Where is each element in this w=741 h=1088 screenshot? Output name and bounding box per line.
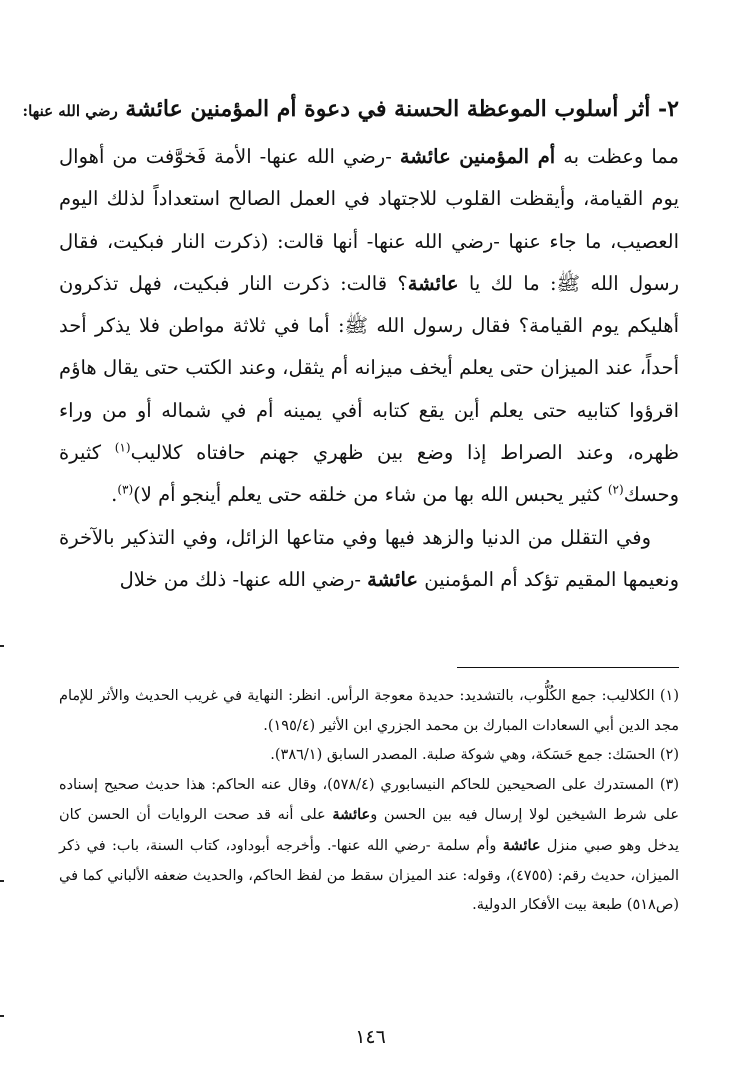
text-run: وأم سلمة -رضي الله عنها-. وأخرجه أبوداود، كتاب السنة، باب: في ذكر الميزان، حديث رقم: (٤٧٥٥)، وقوله: عند الميزان سقط من لفظ الحاكم، والحديث ضعفه الألباني كما في (ص٥١٨) طبعة بيت الأفكار الدولية. [59,837,679,914]
text-run: المستدرك على الصحيحين للحاكم النيسابوري (٥٧٨/٤)، وقال عنه الحاكم: هذا حديث صحيح إسناده على شرط الشيخين لولا إرسال فيه بين الحسن و [59,776,679,824]
paragraph [59,136,679,517]
body-text [59,136,679,601]
footnote-number: (٢) [659,747,679,764]
emphasized-name: عائشة [407,271,459,295]
text-run: وفي التقلل من الدنيا والزهد فيها وفي متاعها الزائل، وفي التذكير بالآخرة ونعيمها المقيم تؤكد أم المؤمنين [59,525,679,591]
emphasized-name: عائشة [332,806,371,824]
text-run: الحسَك: جمع حَسَكة، وهي شوكة صلبة. المصدر السابق (٣٨٦/١). [270,747,660,764]
footnote-reference: (١) [114,440,131,455]
paragraph [59,517,679,602]
text-run: ؟ قالت: ذكرت النار فبكيت، فهل تذكرون أهليكم يوم القيامة؟ فقال رسول الله ﷺ: أما في ثلاثة مواطن فلا يذكر أحد أحداً، عند الميزان حتى يعلم أيخف ميزانه أم يثقل، وعند الكتب حتى يقال هاؤم اقرؤوا كتابيه حتى يعلم أين يقع كتابه أفي يمينه أم في شماله أو من وراء ظهره، وعند الصراط إذا وضع بين ظهري جهنم حافتاه كلاليب [59,271,680,465]
margin-mark [0,1015,4,1017]
margin-mark [0,880,4,882]
footnote [59,741,679,771]
footnote-number: (١) [659,688,679,704]
emphasized-name: عائشة [502,836,541,854]
footnote [59,771,679,921]
text-run: -رضي الله عنها- ذلك من خلال [119,567,368,591]
footnote-separator [457,667,679,668]
text-run: على أنه قد صحت الروايات أن الحسن كان يدخل وهو صبي منزل [59,807,679,854]
emphasized-name: أم المؤمنين عائشة [399,145,556,168]
page-number: ١٤٦ [355,1026,386,1048]
emphasized-name: عائشة [367,567,419,591]
text-run: . [111,483,118,507]
margin-mark [0,645,4,647]
section-heading [22,92,679,128]
text-run: كثير يحبس الله بها من شاء من خلقه حتى يعلم أينجو أم لا) [133,483,608,507]
footnote-number: (٣) [659,776,679,793]
text-run: كثيرة وحسك [59,441,679,507]
text-run: مما وعظت به [555,145,679,168]
footnotes [59,682,679,921]
footnote-reference: (٢) [607,482,624,497]
text-run: -رضي الله عنها- الأمة فَخوَّفت من أهوال يوم القيامة، وأيقظت القلوب للاجتهاد في العمل الصالح استعداداً لذلك اليوم العصيب، ما جاء عنها -رضي الله عنها- أنها قالت: (ذكرت النار فبكيت، فقال رسول الله ﷺ: ما لك يا [59,145,680,295]
footnote-reference: (٣) [117,482,134,497]
footnote [59,682,679,741]
text-run: الكلاليب: جمع الكُلُّوب، بالتشديد: حديدة معوجة الرأس. انظر: النهاية في غريب الحديث والأثر للإمام مجد الدين أبي السعادات المبارك بن محمد الجزري ابن الأثير (١٩٥/٤). [59,688,679,734]
section-heading-honorific: رضي الله عنها: [22,102,118,120]
section-heading-text: ٢- أثر أسلوب الموعظة الحسنة في دعوة أم المؤمنين عائشة [125,96,679,122]
